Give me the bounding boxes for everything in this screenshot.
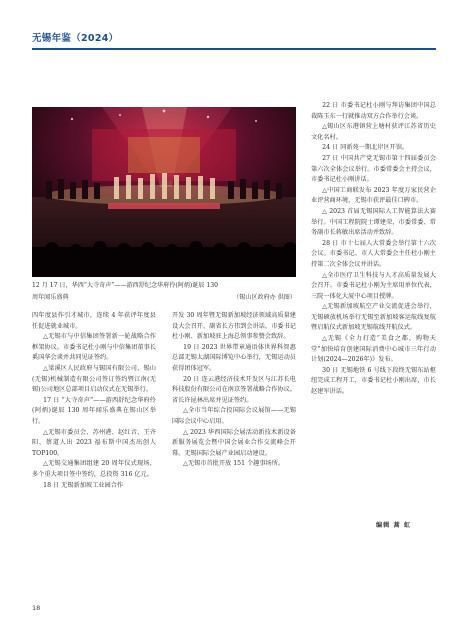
photo-caption-line1 bbox=[32, 281, 296, 292]
paragraph: △中国工商联发布 2023 年度万家民营企业评营商环境，无锡市获评最佳口碑市。 bbox=[311, 186, 436, 205]
paragraph: △无锡《全力打造“美食之都、购物天堂”加快培育创建国际消费中心城市三年行动计划(2024—2026年)》发布。 bbox=[311, 335, 436, 364]
paragraph: △无锡市首批开放 151 个趣事场所。 bbox=[183, 460, 285, 468]
paragraph: △ 2023 华西国际会展活动新技术新设备新服务展览会暨中国会展业合作交流峰会开幕。无锡国际会展产业园启动建设。 bbox=[172, 428, 296, 457]
right-text-column bbox=[311, 101, 436, 398]
paragraph: △无锡交通集团组建 20 周年仪式现场，多个重大项目签中签约，总投资 316 亿元。 bbox=[32, 460, 156, 478]
page-number: 18 bbox=[32, 604, 41, 612]
paragraph: 19 日 2023 世界带章通语体世界科智惠总部无锡太湖国际博览中心举行，无锡运动员获得团体冠军。 bbox=[172, 343, 296, 372]
paragraph: 27 日 中国共产党无锡市第十四届委员会第六次全体会议举行。市委常委会主持会议，市委书记杜小刚讲话。 bbox=[311, 154, 436, 184]
header-rule bbox=[32, 48, 436, 50]
paragraph: △无锡市与中信集团签署新一轮战略合作框架协议。市委书记杜小刚与中信集团董事长奚国华会谈并共同见证签约。 bbox=[32, 333, 156, 362]
concert-stage-illustration bbox=[32, 107, 296, 277]
yearbook-title: 无锡年鉴（2024） bbox=[32, 33, 119, 44]
paragraph: 24 日 同新苑一期北岸区开馆。 bbox=[322, 144, 409, 152]
editor-signature: 编辑 蒿 虹 bbox=[376, 522, 412, 529]
paragraph: 17 日 “大寺奇声”——游西舒纪念华府伶(阿炳)诞辰 130 周年闻乐盛典在锡山区举行。 bbox=[32, 396, 156, 425]
concert-photo bbox=[32, 107, 296, 277]
paragraph: 22 日 市委书记杜小刚与拜访集团中国总裁陈玉东一行就推动双方合作举行会谈。 bbox=[311, 102, 436, 120]
paragraph: △梁溪区人民政府与锡国有限公司、锡山(无锡)机械制造有限公司签订签约暨江南(无锡)公司地区总部项目启动仪式在无锡举行。 bbox=[32, 364, 156, 394]
photo-credit: （锡山区政府办 供图） bbox=[233, 294, 296, 301]
paragraph: 28 日 市十七届人大常委会举行第十六次会议。市委书记、市人大常委会主任杜小刚主持第二次全体会议并讲话。 bbox=[311, 239, 436, 268]
photo-caption-line2 bbox=[32, 293, 296, 304]
paragraph: △锡山区东港镇营上塘村获评江苏省历史文化名村。 bbox=[311, 123, 436, 141]
paragraph: 18 日 无锡新加坡工业园合作 bbox=[43, 481, 124, 489]
left-text-column bbox=[32, 311, 156, 491]
paragraph: △全市当年综合投国际会议展馆——无锡国际会议中心启用。 bbox=[172, 407, 296, 425]
page-header bbox=[32, 30, 436, 50]
paragraph: △ 2023 首届无锡国际人工智能算法大赛举行。中国工程院院士谭建荣，市委常委、常务副市长蒋敏出席活动并致辞。 bbox=[311, 207, 436, 237]
paragraph: 20 日 连云港经济技术开发区与江苏长电科技股份有限公司在南京签署战略合作协议。省长许昆林出席并见证签约。 bbox=[172, 375, 296, 404]
paragraph: △无锡新加坡航空产业交流促进会举行，无锡硕放机场举行无锡至新加坡客运航线复航暨启航仪式新加坡无锡航线开航仪式。 bbox=[311, 303, 436, 332]
paragraph: 四年度县作引才城市，连续 4 年获评年度县任促进就业城市。 bbox=[32, 312, 156, 330]
paragraph: 开发 30 周年暨无锡新加坡经济领域高质量建设大会召开。副省长方伟到会讲话，市委书记杜小刚、新加坡驻上海总领事参赞会致辞。 bbox=[172, 312, 296, 341]
paragraph: 30 日 无锡地铁 6 号线下段终无锡东站枢纽完成工程开工，市委书记杜小刚出席，市长赵建军讲话。 bbox=[311, 366, 436, 396]
middle-text-column bbox=[172, 311, 296, 470]
photo-caption-title: 周年闻乐盛典 bbox=[32, 294, 69, 301]
photo-caption-text: 12 月 17 日，华西“大寺奇声”——游西舒纪念华府伶(阿炳)诞辰 130 bbox=[32, 282, 219, 289]
paragraph: △无锡市委员会、苏州港、赵红音、王齐阳、蔡道人出 2023 福布斯中国杰出创人 TOP100。 bbox=[32, 428, 156, 457]
paragraph: △全市医疗卫生科技与人才高质量发展大会召开。市委书记杜小刚为主席用单位代表，三院一体化大厦中心项目授牌。 bbox=[311, 271, 436, 300]
